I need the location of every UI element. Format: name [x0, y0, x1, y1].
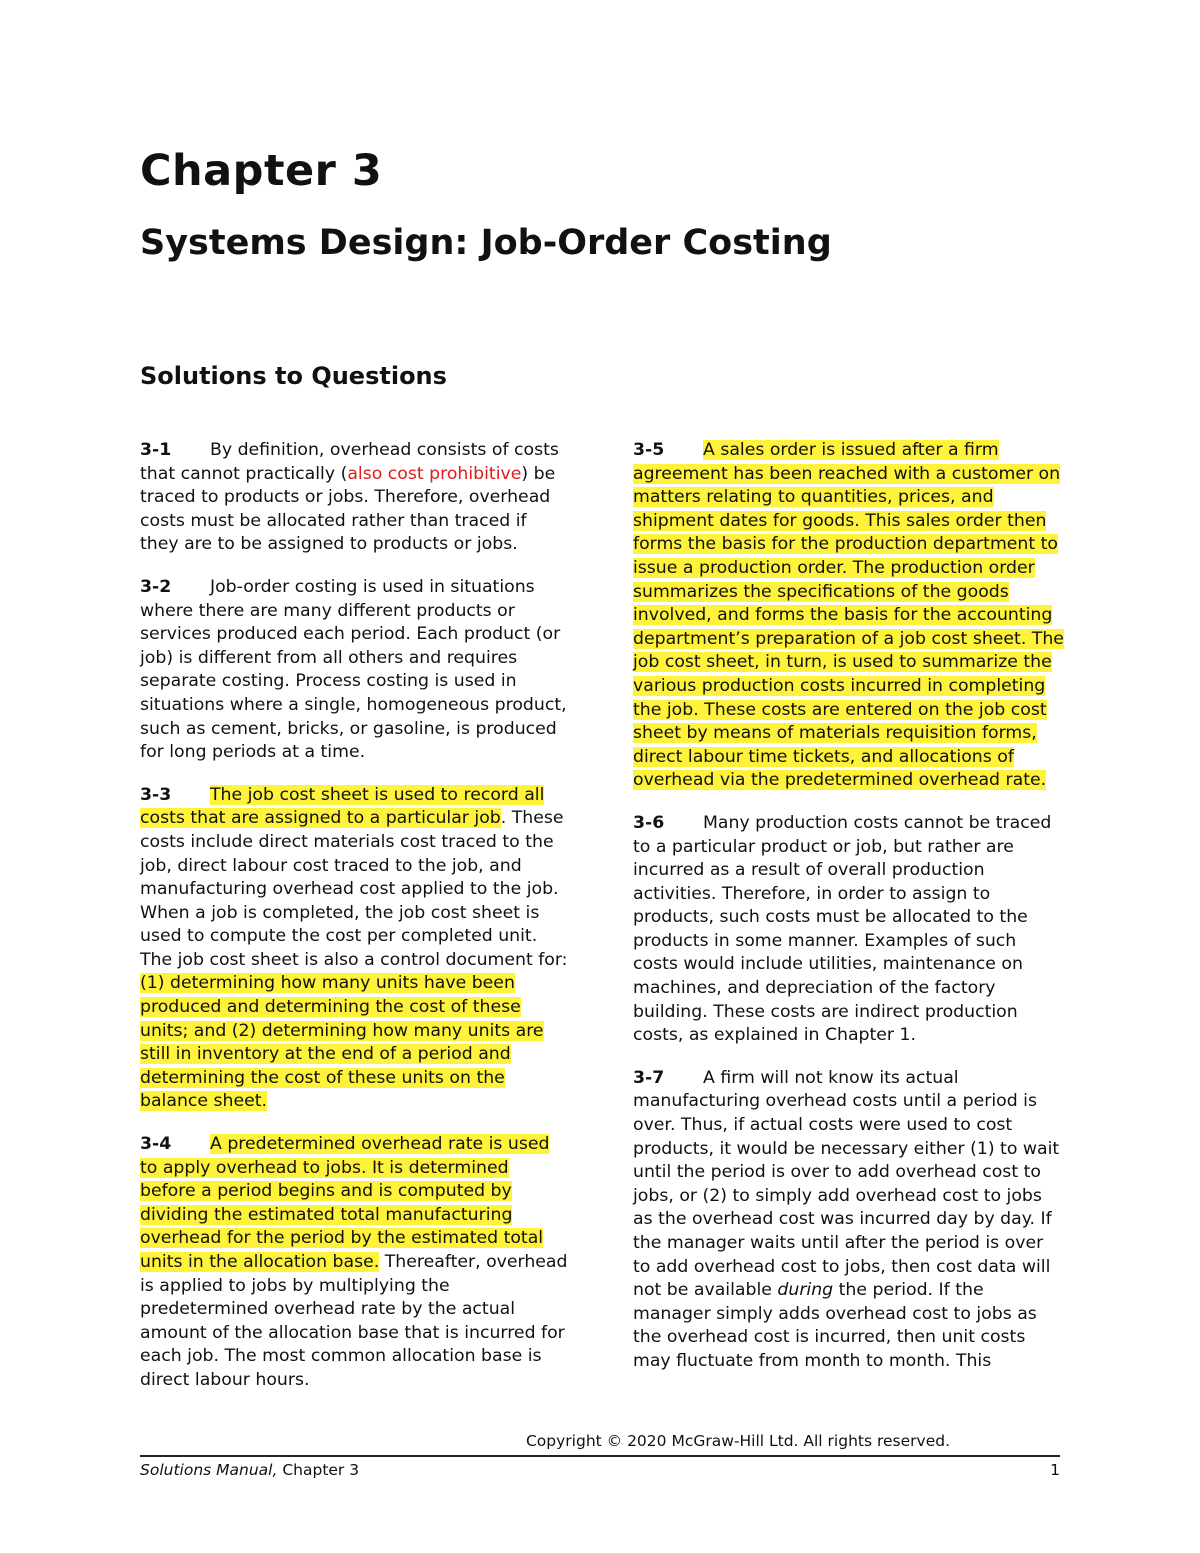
- question-number: 3-4: [140, 1134, 172, 1155]
- answer-text: Many production costs cannot be traced to a particular product or job, but rather are incurred as a result of overall production activities. Therefore, in order to assign to products, such costs must be allocated to the products in some manner. Examples of such costs would include utilities, maintenance on machines, and depreciation of the factory building. These costs are indirect production costs, as explained in Chapter 1.: [633, 812, 1052, 1046]
- highlighted-text: A predetermined overhead rate is used to apply overhead to jobs. It is determined before a period begins and is computed by dividing the estimated total manufacturing overhead for the period by the estimated total units in the allocation base.: [140, 1134, 550, 1272]
- page-number: 1: [1050, 1461, 1060, 1479]
- chapter-title: Chapter 3: [140, 146, 383, 196]
- answer-text: Thereafter, overhead is applied to jobs by multiplying the predetermined overhead rate by the actual amount of the allocation base that is incurred for each job. The most common allocation base is direct labour hours.: [140, 1252, 568, 1390]
- answer-text: the period. If the manager simply adds overhead cost to jobs as the overhead cost is incurred, then unit costs may fluctuate from month to month. This: [633, 1280, 1037, 1371]
- footer-chapter: Chapter 3: [277, 1461, 360, 1479]
- footer-book-label: [140, 1461, 359, 1479]
- answer-text: Job-order costing is used in situations where there are many different products or services produced each period. Each product (or job) is different from all others and requires separate costing. Process costing is used in situations where a single, homogeneous product, such as cement, bricks, or gasoline, is produced for long periods at a time.: [140, 576, 567, 763]
- answer-text: By definition, overhead consists of costs that cannot practically (: [140, 440, 559, 484]
- answer-text: ) be traced to products or jobs. Therefore, overhead costs must be allocated rather than traced if they are to be assigned to products or jobs.: [140, 463, 556, 555]
- section-heading: Solutions to Questions: [140, 362, 447, 390]
- question-number: 3-2: [140, 576, 172, 597]
- question-3-6: [633, 812, 1065, 1048]
- question-3-1: [140, 439, 568, 557]
- question-number: 3-1: [140, 440, 172, 460]
- answer-text: . These costs include direct materials cost traced to the job, direct labour cost traced to the job, and manufacturing overhead cost applied to the job. When a job is completed, the job cost sheet is used to compute the cost per completed unit. The job cost sheet is also a control document for:: [140, 808, 568, 970]
- question-3-7: [633, 1067, 1065, 1374]
- right-column: [633, 439, 1065, 1393]
- answer-text: A firm will not know its actual manufacturing overhead costs until a period is over. Thus, if actual costs were used to cost products, it would be necessary either (1) to wait until the period is over to add overhead cost to jobs, or (2) to simply add overhead cost to jobs as the overhead cost was incurred day by day. If the manager waits until after the period is over to add overhead cost to jobs, then cost data will not be available: [633, 1067, 1060, 1301]
- copyright-notice: Copyright © 2020 McGraw-Hill Ltd. All rights reserved.: [525, 1432, 950, 1450]
- left-column: [140, 439, 568, 1412]
- italic-emphasis: during: [777, 1280, 834, 1301]
- question-number: 3-5: [633, 440, 665, 460]
- question-number: 3-3: [140, 784, 172, 805]
- highlighted-text: A sales order is issued after a firm agreement has been reached with a customer on matters relating to quantities, prices, and shipment dates for goods. This sales order then forms the basis for the production department to issue a production order. The production order summarizes the specifications of the goods involved, and forms the basis for the accounting department’s preparation of a job cost sheet. The job cost sheet, in turn, is used to summarize the various production costs incurred in completing the job. These costs are entered on the job cost sheet by means of materials requisition forms, direct labour time tickets, and allocations of overhead via the predetermined overhead rate.: [633, 440, 1064, 791]
- highlighted-text: (1) determining how many units have been produced and determining the cost of these units; and (2) determining how many units are still in inventory at the end of a period and determining the cost of these units on the balance sheet.: [140, 973, 544, 1112]
- footer-divider: [140, 1455, 1060, 1457]
- question-3-3: [140, 784, 568, 1114]
- red-annotation: also cost prohibitive: [347, 463, 522, 484]
- book-title: Solutions Manual,: [140, 1461, 278, 1479]
- highlighted-text: The job cost sheet is used to record all costs that are assigned to a particular job: [140, 784, 545, 829]
- question-3-5: [633, 439, 1065, 793]
- question-3-4: [140, 1133, 568, 1393]
- question-3-2: [140, 576, 568, 765]
- question-number: 3-7: [633, 1067, 665, 1088]
- question-number: 3-6: [633, 812, 665, 833]
- chapter-subtitle: Systems Design: Job-Order Costing: [140, 223, 832, 263]
